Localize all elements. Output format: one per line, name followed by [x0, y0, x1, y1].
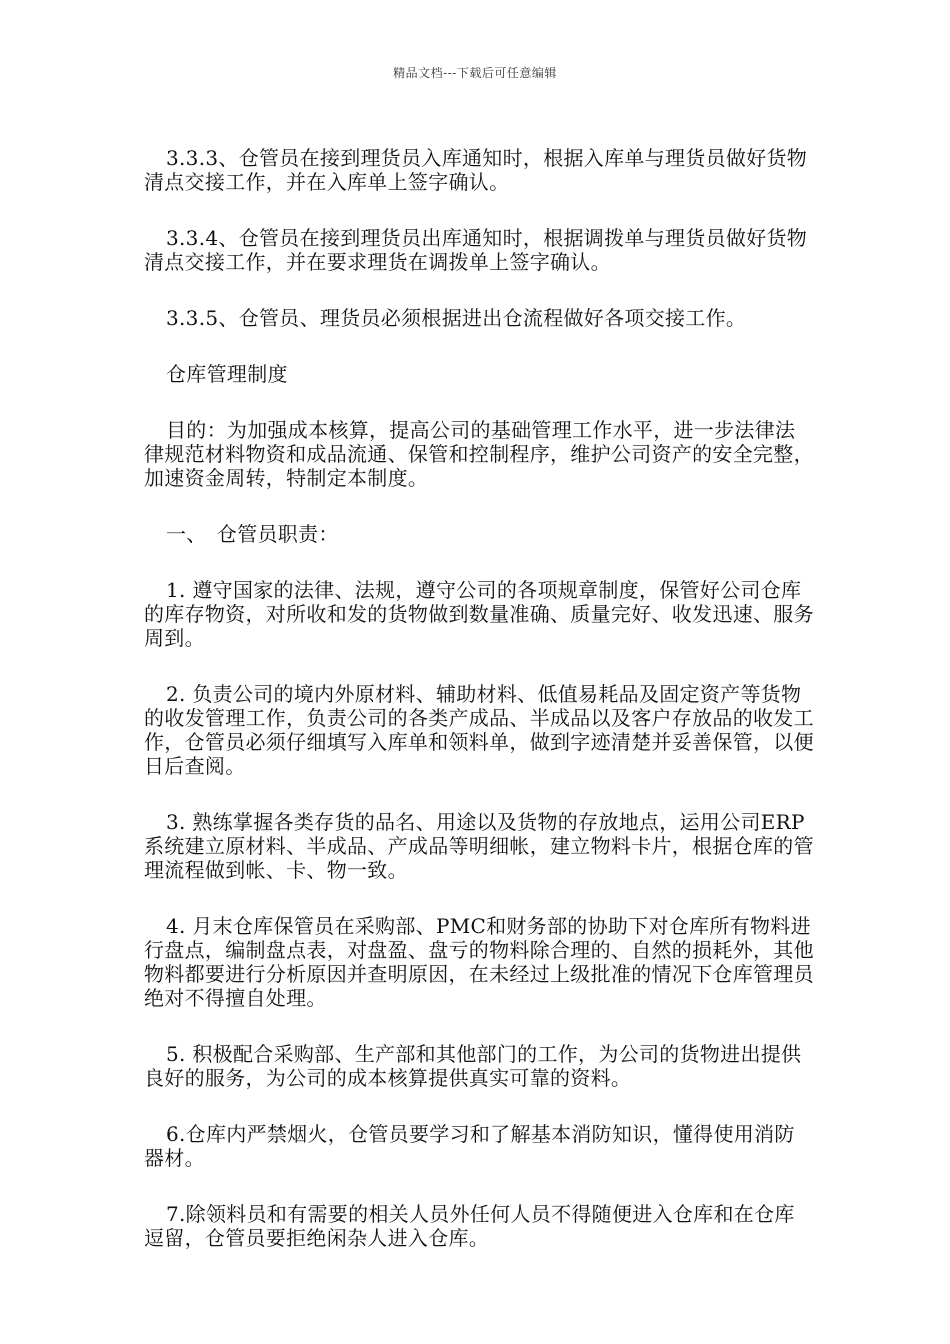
- paragraph-3-3-3: 3.3.3、仓管员在接到理货员入库通知时，根据入库单与理货员做好货物清点交接工作，并在入库单上签字确认。: [144, 146, 808, 194]
- section-title: 仓库管理制度: [166, 362, 288, 386]
- duty-item-5: 5. 积极配合采购部、生产部和其他部门的工作，为公司的货物进出提供良好的服务，为公司的成本核算提供真实可靠的资料。: [144, 1042, 802, 1090]
- duty-item-7: 7.除领料员和有需要的相关人员外任何人员不得随便进入仓库和在仓库逗留，仓管员要拒绝闲杂人进入仓库。: [144, 1202, 795, 1250]
- subsection-heading: 一、 仓管员职责：: [166, 522, 339, 546]
- page-header: 精品文档---下载后可任意编辑: [393, 66, 557, 80]
- document-body: [144, 146, 814, 1282]
- paragraph-purpose: 目的：为加强成本核算，提高公司的基础管理工作水平，进一步法律法律规范材料物资和成品流通、保管和控制程序，维护公司资产的安全完整，加速资金周转，特制定本制度。: [144, 418, 814, 490]
- duty-item-4: 4. 月末仓库保管员在采购部、PMC和财务部的协助下对仓库所有物料进行盘点，编制盘点表，对盘盈、盘亏的物料除合理的、自然的损耗外，其他物料都要进行分析原因并查明原因，在未经过上级批准的情况下仓库管理员绝对不得擅自处理。: [144, 914, 814, 1010]
- duty-item-1: 1. 遵守国家的法律、法规，遵守公司的各项规章制度，保管好公司仓库的库存物资，对所收和发的货物做到数量准确、质量完好、收发迅速、服务周到。: [144, 578, 814, 650]
- duty-item-6: 6.仓库内严禁烟火，仓管员要学习和了解基本消防知识，懂得使用消防器材。: [144, 1122, 795, 1170]
- duty-item-2: 2. 负责公司的境内外原材料、辅助材料、低值易耗品及固定资产等货物的收发管理工作，负责公司的各类产成品、半成品以及客户存放品的收发工作，仓管员必须仔细填写入库单和领料单，做到字迹清楚并妥善保管，以便日后查阅。: [144, 682, 814, 778]
- duty-item-3: 3. 熟练掌握各类存货的品名、用途以及货物的存放地点，运用公司ERP系统建立原材料、半成品、产成品等明细帐，建立物料卡片，根据仓库的管理流程做到帐、卡、物一致。: [144, 810, 814, 882]
- paragraph-3-3-5: 3.3.5、仓管员、理货员必须根据进出仓流程做好各项交接工作。: [166, 306, 747, 330]
- paragraph-3-3-4: 3.3.4、仓管员在接到理货员出库通知时，根据调拨单与理货员做好货物清点交接工作，并在要求理货在调拨单上签字确认。: [144, 226, 808, 274]
